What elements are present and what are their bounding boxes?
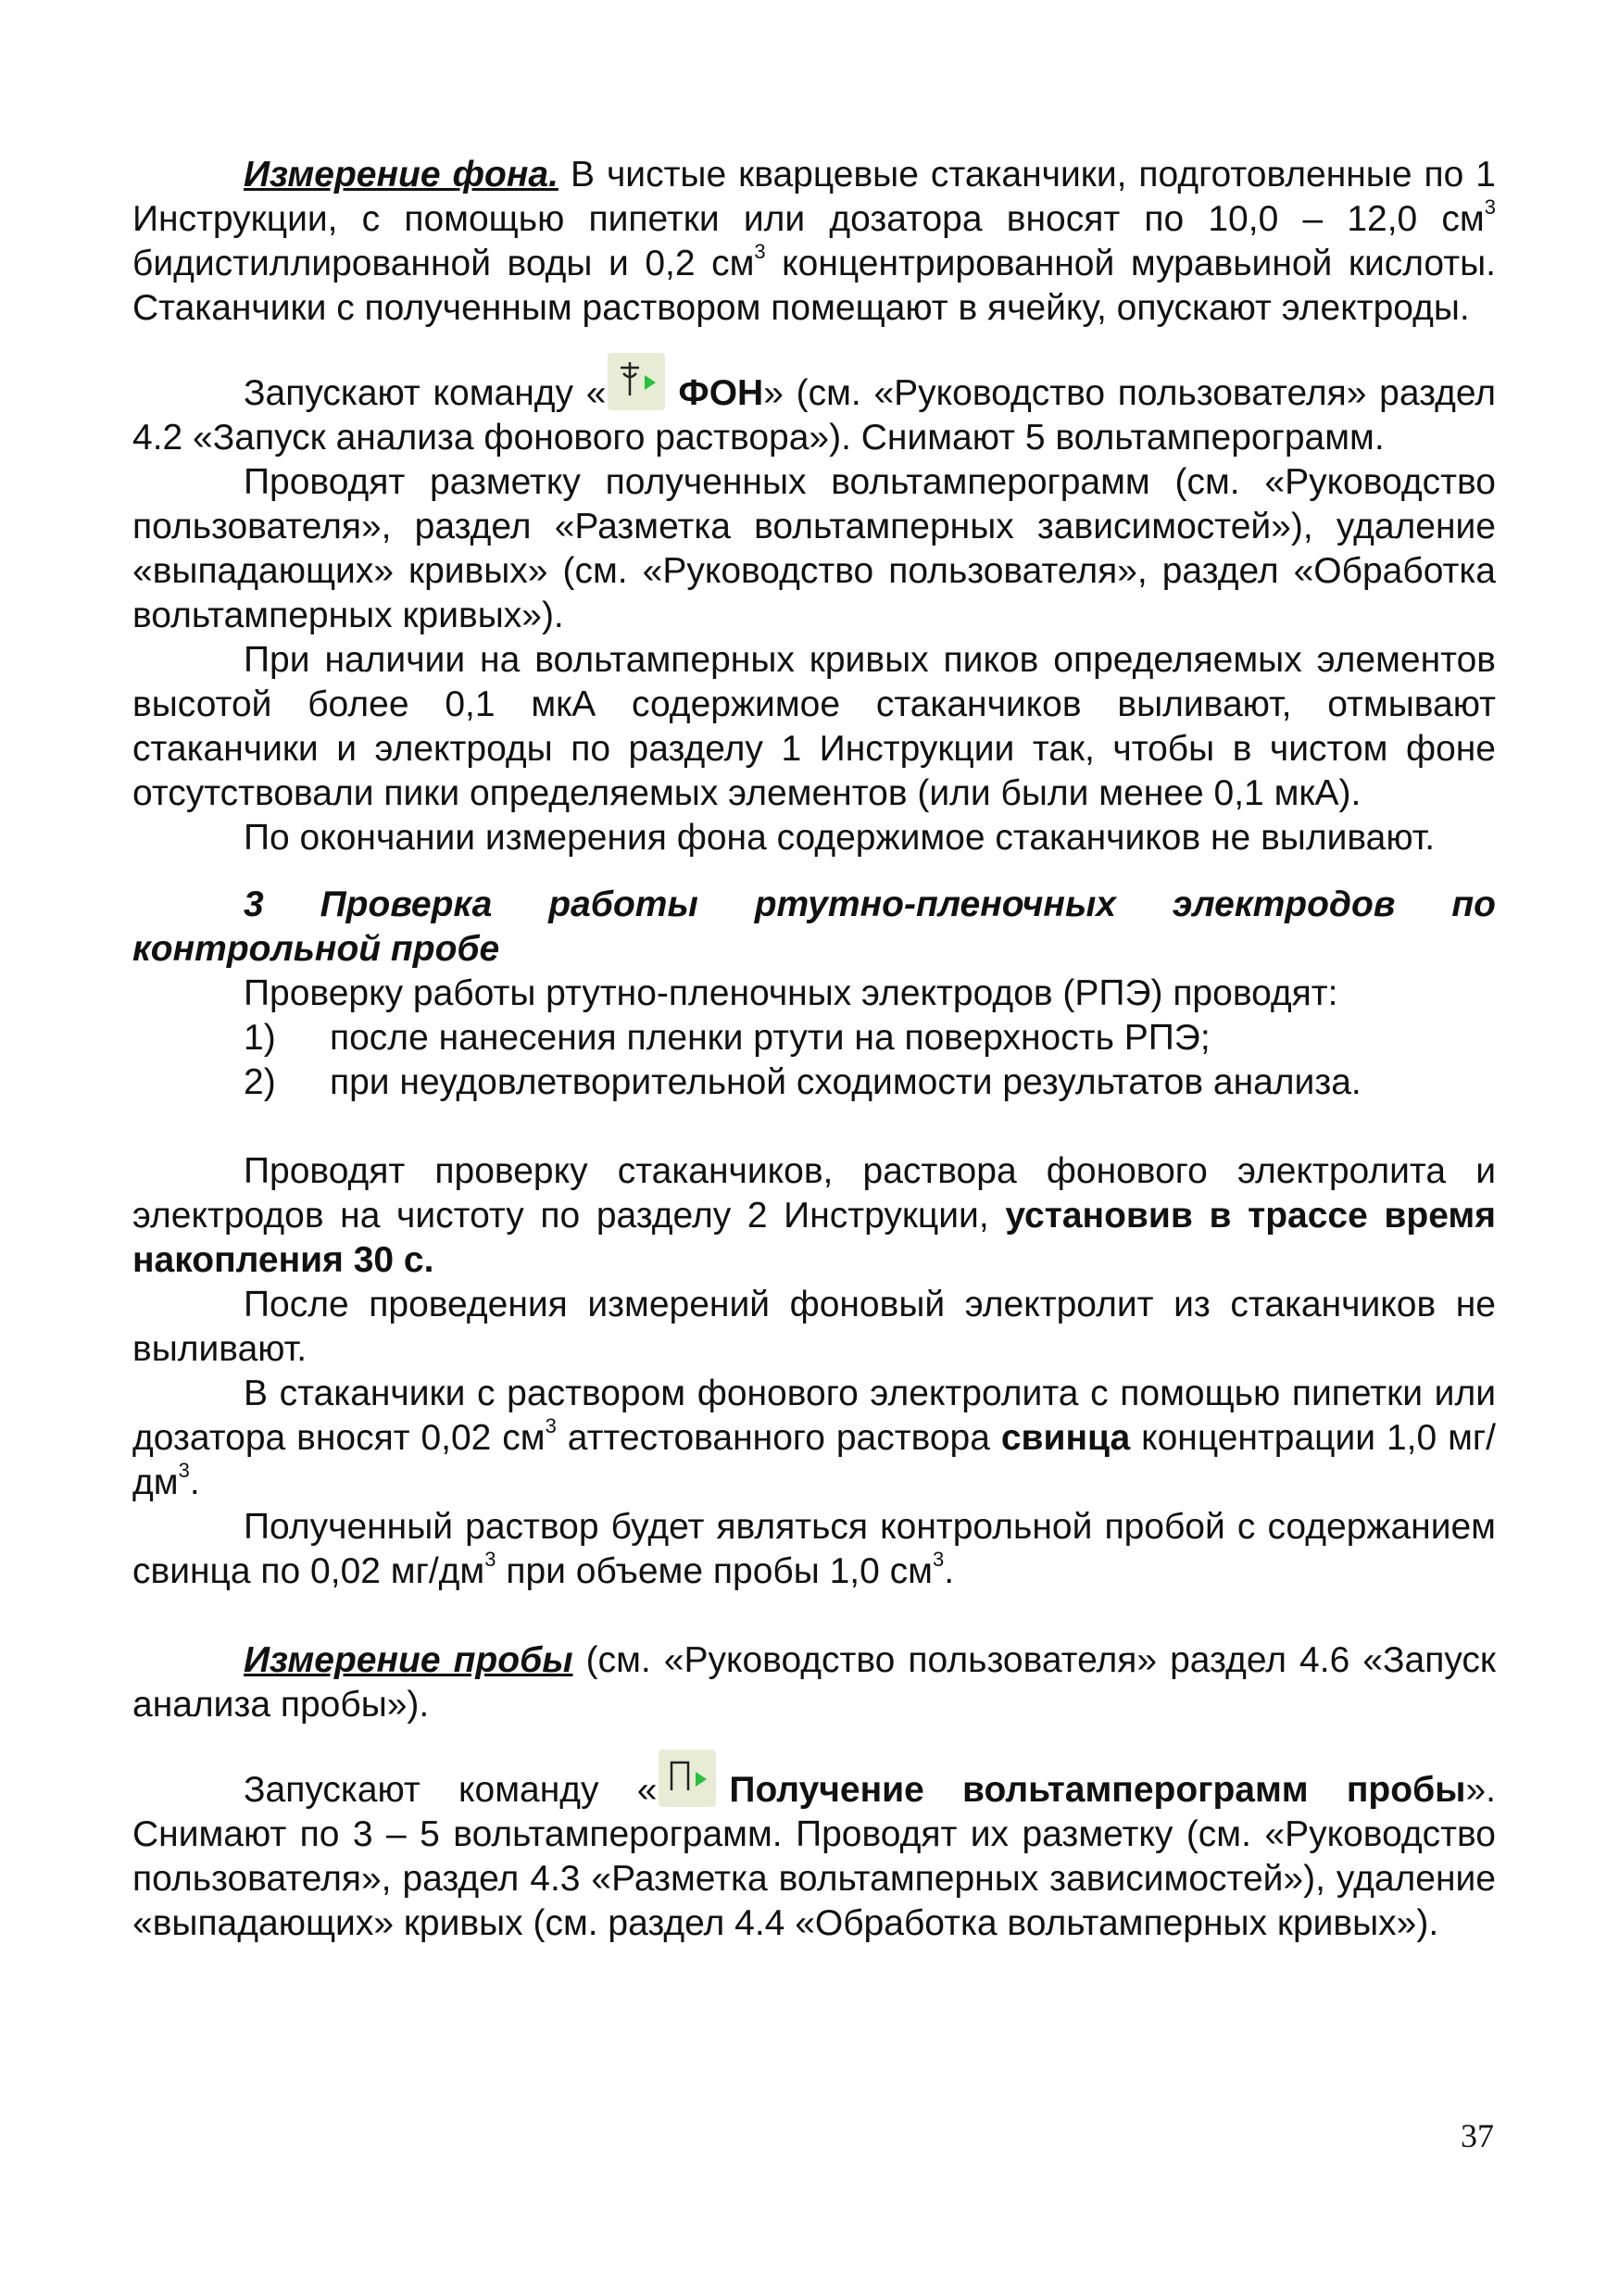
section-title-background: Измерение фона. xyxy=(244,155,558,194)
paragraph-end-background: По окончании измерения фона содержимое стаканчиков не выливают. xyxy=(244,818,1436,858)
section-heading-3: 3 Проверка работы ртутно-пленочных электродов по контрольной пробе xyxy=(132,885,1496,969)
paragraph-background-measurement: Измерение фона. В чистые кварцевые стаканчики, подготовленные по 1 Инструкции, с помощью пипетки или дозатора вносят по 10,0 – 12,0 $см^3$ бидистиллированной воды и 0,2 $см^3$ концентрированной муравьиной кислоты. Стаканчики с полученным раствором помещают в ячейку, опускают электроды. xyxy=(132,155,1496,328)
command-name-fon: ФОН xyxy=(678,373,764,413)
paragraph-add-lead: В стаканчики с раствором фонового электролита с помощью пипетки или дозатора вносят 0,02 $см^3$ аттестованного раствора свинца концентрации 1,0 $мг/дм^3$. xyxy=(132,1374,1496,1502)
lead-element: свинца xyxy=(1000,1418,1131,1458)
command-name-sample: Получение вольтамперограмм пробы xyxy=(729,1770,1466,1810)
paragraph-run-background: Запускают команду « ФОН» (см. «Руководство пользователя» раздел 4.2 «Запуск анализа фонового раствора»). Снимают 5 вольтамперограмм. xyxy=(132,353,1496,460)
list-item: 2) при неудовлетворительной сходимости результатов анализа. xyxy=(244,1062,1362,1102)
accumulation-time-note: установив в трассе время накопления 30 с. xyxy=(132,1196,1497,1280)
paragraph-check-intro: Проверку работы ртутно-пленочных электродов (РПЭ) проводят: xyxy=(244,973,1338,1013)
paragraph-sample-measurement: Измерение пробы (см. «Руководство пользователя» раздел 4.6 «Запуск анализа пробы»). xyxy=(132,1640,1496,1725)
paragraph-control-sample: Полученный раствор будет являться контрольной пробой с содержанием свинца по 0,02 $мг/дм^3$ при объеме пробы 1,0 $см^3$. xyxy=(132,1507,1496,1591)
paragraph-peaks: При наличии на вольтамперных кривых пиков определяемых элементов высотой более 0,1 мкА содержимое стаканчиков выливают, отмывают стаканчики и электроды по разделу 1 Инструкции так, чтобы в чистом фоне отсутствовали пики определяемых элементов (или были менее 0,1 мкА). xyxy=(132,640,1496,813)
paragraph-run-sample: Запускают команду « Получение вольтамперограмм пробы». Снимают по 3 – 5 вольтамперограмм. Проводят их разметку (см. «Руководство пользователя», раздел 4.3 «Разметка вольтамперных зависимостей»), удаление «выпадающих» кривых (см. раздел 4.4 «Обработка вольтамперных кривых»). xyxy=(132,1750,1496,1946)
page-number: 37 xyxy=(1461,2117,1494,2154)
page-content xyxy=(132,153,1496,1946)
sample-run-icon xyxy=(659,1750,716,1807)
list-item: 1) после нанесения пленки ртути на поверхность РПЭ; xyxy=(244,1018,1211,1058)
section-title-sample: Измерение пробы xyxy=(244,1640,573,1680)
paragraph-keep-electrolyte: После проведения измерений фоновый электролит из стаканчиков не выливают. xyxy=(132,1285,1496,1369)
paragraph-cleanliness-check: Проводят проверку стаканчиков, раствора фонового электролита и электродов на чистоту по разделу 2 Инструкции, установив в трассе время накопления 30 с. xyxy=(132,1151,1497,1280)
background-run-icon xyxy=(608,353,665,410)
paragraph-markup: Проводят разметку полученных вольтамперограмм (см. «Руководство пользователя», раздел «Разметка вольтамперных зависимостей»), удаление «выпадающих» кривых» (см. «Руководство пользователя», раздел «Обработка вольтамперных кривых»). xyxy=(132,462,1496,635)
